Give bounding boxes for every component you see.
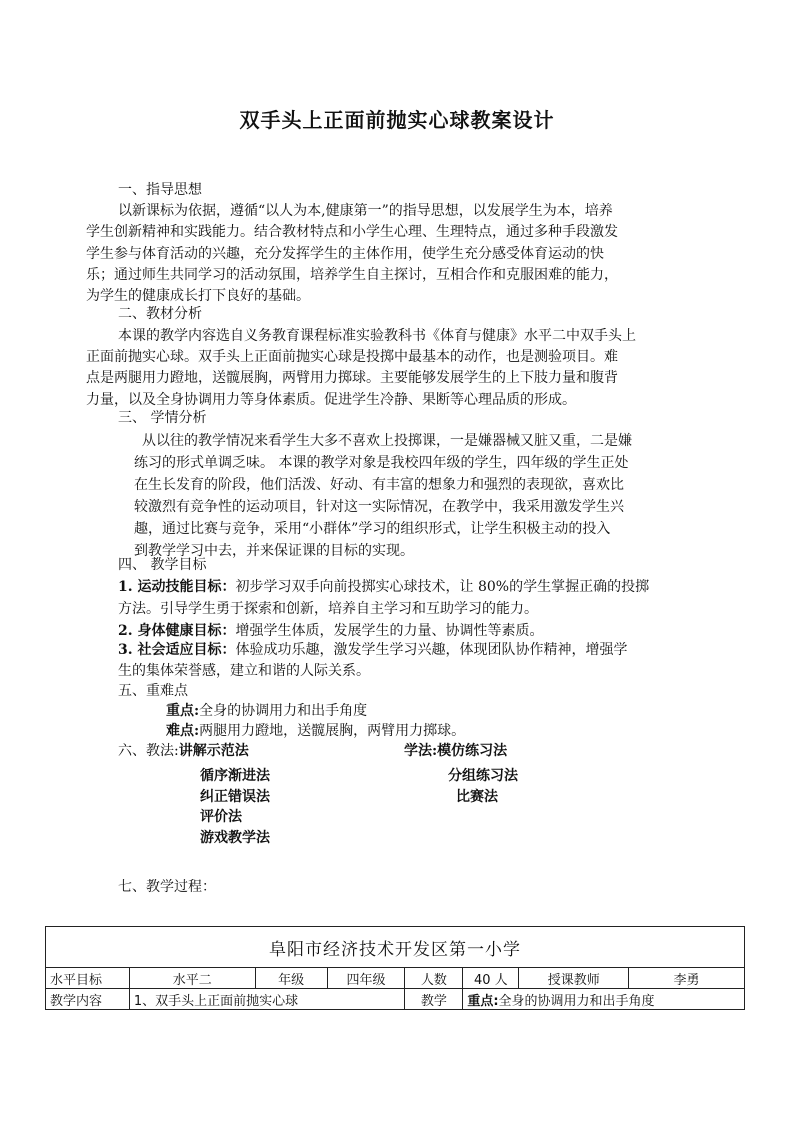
section-3-line-4: 较激烈有竞争性的运动项目，针对这一实际情况，在教学中，我采用激发学生兴: [134, 499, 624, 515]
section-4-heading: 四、 教学目标: [118, 557, 207, 573]
table-cell: 水平目标: [46, 968, 130, 989]
section-5-heading: 五、重难点: [118, 683, 188, 699]
school-name: 阜阳市经济技术开发区第一小学: [46, 927, 745, 968]
difficult-point: [166, 721, 465, 743]
lesson-info-table: [45, 926, 745, 1010]
table-cell: 教学内容: [46, 989, 130, 1010]
section-3-line-1: 从以往的教学情况来看学生大多不喜欢上投掷课，一是嫌器械又脏又重，二是嫌: [142, 433, 632, 449]
teaching-method-1: 讲解示范法: [178, 743, 249, 759]
key-point-label: 重点:: [166, 703, 200, 719]
key-point: [166, 701, 367, 723]
key-point-text: 全身的协调用力和出手角度: [199, 703, 368, 719]
teaching-method-label: 六、教法:: [118, 743, 179, 759]
teaching-method-5: 游戏教学法: [200, 830, 270, 846]
section-2-line-4: 力量，以及全身协调用力等身体素质。促进学生冷静、果断等心理品质的形成。: [86, 392, 576, 408]
learning-method-row: [404, 741, 507, 763]
learning-method-3: 比赛法: [456, 789, 498, 805]
table-cell: 授课教师: [519, 968, 629, 989]
section-3-line-5: 趣，通过比赛与竞争，采用“小群体”学习的组织形式，让学生积极主动的投入: [134, 521, 611, 537]
difficult-point-label: 难点:: [166, 723, 200, 739]
goal-1: [118, 577, 649, 599]
difficult-point-text: 两腿用力蹬地，送髋展胸，两臂用力掷球。: [199, 723, 466, 739]
section-3-line-3: 在生长发育的阶段，他们活泼、好动、有丰富的想象力和强烈的表现欲，喜欢比: [134, 477, 624, 493]
section-1-line-1: 以新课标为依据，遵循“以人为本,健康第一”的指导思想，以发展学生为本，培养: [118, 203, 613, 219]
section-1-heading: 一、指导思想: [118, 182, 202, 198]
table-cell: 教学: [405, 989, 463, 1010]
goal-3-label: 3. 社会适应目标：: [118, 642, 236, 658]
goal-2-label: 2. 身体健康目标：: [118, 623, 236, 639]
teaching-method-4: 评价法: [200, 809, 242, 825]
table-cell: 1、双手头上正面前抛实心球: [129, 989, 405, 1010]
learning-method-label: 学法:: [404, 743, 438, 759]
goal-3: [118, 640, 628, 662]
section-1-line-5: 为学生的健康成长打下良好的基础。: [86, 288, 310, 304]
section-1-line-4: 乐；通过师生共同学习的活动氛围，培养学生自主探讨，互相合作和克服困难的能力，: [86, 267, 618, 283]
section-3-heading: 三、 学情分析: [118, 410, 207, 426]
teaching-method-row: [118, 741, 249, 763]
goal-3-text: 体验成功乐趣，激发学生学习兴趣，体现团队协作精神，增强学: [235, 642, 628, 658]
table-key-label: 重点:: [467, 993, 499, 1009]
document-title: 双手头上正面前抛实心球教案设计: [239, 108, 555, 132]
goal-1-line-2: 方法。引导学生勇于探索和创新，培养自主学习和互助学习的能力。: [118, 601, 538, 617]
table-cell: 四年级: [327, 968, 405, 989]
table-cell: [463, 989, 745, 1010]
teaching-method-3: 纠正错误法: [200, 789, 270, 805]
learning-method-1: 模仿练习法: [437, 743, 508, 759]
table-cell: 年级: [255, 968, 327, 989]
table-row: [46, 927, 745, 968]
table-cell: 人数: [405, 968, 463, 989]
section-1-line-3: 学生参与体育活动的兴趣，充分发挥学生的主体作用，使学生充分感受体育运动的快: [86, 246, 604, 262]
table-row: [46, 968, 745, 989]
teaching-method-2: 循序渐进法: [200, 768, 270, 784]
section-2-line-2: 正面前抛实心球。双手头上正面前抛实心球是投掷中最基本的动作，也是测验项目。难: [86, 349, 618, 365]
section-2-line-1: 本课的教学内容选自义务教育课程标准实验教科书《体育与健康》水平二中双手头上: [118, 328, 636, 344]
goal-1-label: 1. 运动技能目标：: [118, 579, 236, 595]
table-row: [46, 989, 745, 1010]
goal-2-text: 增强学生体质，发展学生的力量、协调性等素质。: [235, 623, 544, 639]
section-3-line-6: 到教学学习中去，并来保证课的目标的实现。: [134, 543, 414, 559]
section-1-line-2: 学生创新精神和实践能力。结合教材特点和小学生心理、生理特点，通过多种手段激发: [86, 224, 618, 240]
table-key-text: 全身的协调用力和出手角度: [498, 993, 655, 1009]
section-2-heading: 二、教材分析: [118, 306, 202, 322]
table-cell: 水平二: [129, 968, 255, 989]
goal-1-text: 初步学习双手向前投掷实心球技术，让 80%的学生掌握正确的投掷: [235, 579, 650, 595]
section-7-heading: 七、教学过程：: [118, 879, 216, 895]
table-cell: 李勇: [629, 968, 745, 989]
learning-method-2: 分组练习法: [448, 768, 518, 784]
section-3-line-2: 练习的形式单调乏味。 本课的教学对象是我校四年级的学生，四年级的学生正处: [134, 455, 629, 471]
table-cell: 40 人: [463, 968, 519, 989]
section-2-line-3: 点是两腿用力蹬地，送髋展胸，两臂用力掷球。主要能够发展学生的上下肢力量和腹背: [86, 370, 618, 386]
goal-3-line-2: 生的集体荣誉感，建立和谐的人际关系。: [118, 663, 370, 679]
